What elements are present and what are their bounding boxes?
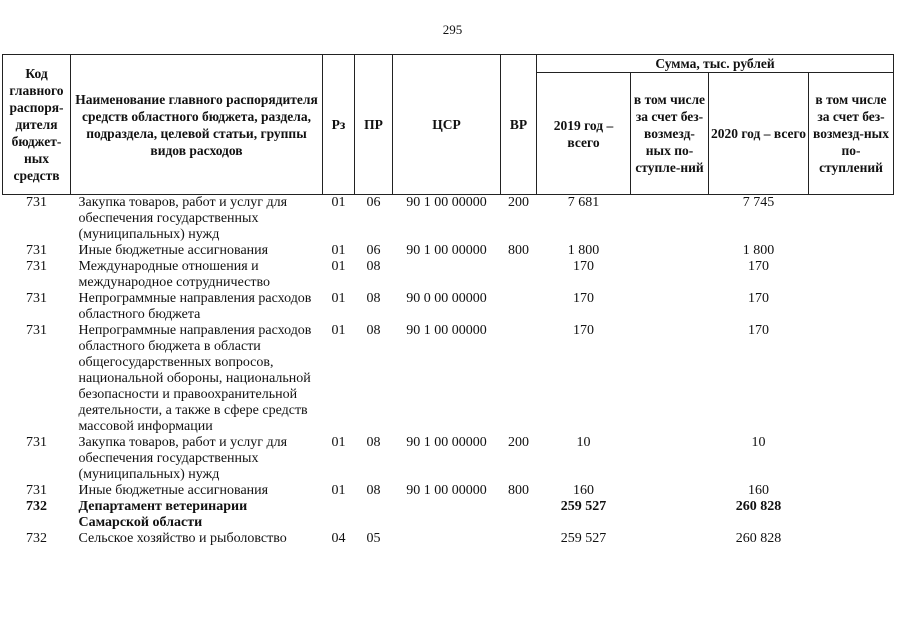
table-row [3, 291, 894, 323]
cell-name: Непрограммные направления расходов областного бюджета [78, 291, 312, 322]
table-row [3, 499, 894, 531]
table-header [3, 55, 894, 195]
cell-2019-total: 1 800 [567, 243, 600, 258]
cell-csr: 90 1 00 00000 [406, 195, 487, 210]
cell-2020-bezvozmezdnye [809, 259, 894, 291]
header-rz: Рз [323, 55, 355, 195]
cell-2019-total: 259 527 [560, 499, 607, 514]
cell-2019-total: 170 [573, 323, 594, 338]
table-row [3, 195, 894, 244]
cell-rz: 01 [331, 435, 346, 450]
cell-rz: 01 [331, 243, 346, 258]
table-row [3, 259, 894, 291]
header-summa: Сумма, тыс. рублей [537, 55, 894, 73]
cell-rz: 01 [331, 323, 346, 338]
cell-2019-total: 170 [573, 259, 594, 274]
cell-2019-bezvozmezdnye [631, 499, 709, 531]
cell-name: Закупка товаров, работ и услуг для обеспечения государственных (муниципальных) нужд [78, 435, 288, 482]
table-row [3, 483, 894, 499]
cell-pr [355, 499, 393, 531]
cell-pr: 08 [366, 323, 381, 338]
table-body [3, 195, 894, 548]
cell-2020-bezvozmezdnye [809, 195, 894, 244]
cell-2020-total: 260 828 [735, 499, 782, 514]
cell-2019-total: 170 [573, 291, 594, 306]
cell-2020-total: 170 [748, 291, 769, 306]
header-2020-bezvozmezdnye: в том числе за счет без-возмезд-ных по-ступлений [809, 73, 894, 195]
header-2019-bezvozmezdnye: в том числе за счет без-возмезд-ных по-ступле-ний [631, 73, 709, 195]
cell-kod: 732 [26, 499, 47, 514]
cell-kod: 731 [26, 435, 47, 450]
header-2020-total: 2020 год – всего [709, 73, 809, 195]
cell-vr: 800 [508, 243, 529, 258]
cell-rz: 01 [331, 259, 346, 274]
cell-name: Департамент ветеринарии Самарской области [78, 499, 248, 530]
cell-vr [501, 291, 537, 323]
cell-pr: 08 [366, 435, 381, 450]
cell-2020-total: 260 828 [735, 531, 782, 546]
cell-kod: 732 [26, 531, 47, 546]
cell-pr: 08 [366, 259, 381, 274]
cell-csr [393, 259, 501, 291]
cell-rz: 01 [331, 483, 346, 498]
cell-kod: 731 [26, 243, 47, 258]
cell-2019-bezvozmezdnye [631, 483, 709, 499]
header-2019-total: 2019 год – всего [537, 73, 631, 195]
cell-kod: 731 [26, 259, 47, 274]
table-row [3, 243, 894, 259]
cell-2019-bezvozmezdnye [631, 195, 709, 244]
cell-vr: 800 [508, 483, 529, 498]
cell-kod: 731 [26, 483, 47, 498]
cell-2019-bezvozmezdnye [631, 435, 709, 483]
cell-csr [393, 499, 501, 531]
cell-name: Закупка товаров, работ и услуг для обеспечения государственных (муниципальных) нужд [78, 195, 288, 242]
cell-csr: 90 1 00 00000 [406, 483, 487, 498]
cell-2020-total: 160 [748, 483, 769, 498]
table-row [3, 435, 894, 483]
budget-table [2, 54, 894, 547]
table-row [3, 531, 894, 547]
cell-2019-bezvozmezdnye [631, 259, 709, 291]
cell-2019-bezvozmezdnye [631, 243, 709, 259]
cell-vr: 200 [508, 435, 529, 450]
cell-pr: 08 [366, 291, 381, 306]
cell-2020-total: 170 [748, 259, 769, 274]
cell-name: Иные бюджетные ассигнования [78, 483, 269, 498]
cell-2020-bezvozmezdnye [809, 499, 894, 531]
cell-2020-total: 170 [748, 323, 769, 338]
cell-csr: 90 1 00 00000 [406, 323, 487, 338]
cell-2019-total: 259 527 [560, 531, 607, 546]
cell-pr: 06 [366, 195, 381, 210]
cell-kod: 731 [26, 323, 47, 338]
cell-csr [393, 531, 501, 547]
cell-csr: 90 0 00 00000 [406, 291, 487, 306]
page-number: 295 [442, 22, 463, 37]
cell-name: Международные отношения и международное сотрудничество [78, 259, 270, 290]
cell-rz: 01 [331, 291, 346, 306]
cell-2019-bezvozmezdnye [631, 291, 709, 323]
table-row [3, 323, 894, 435]
cell-vr: 200 [508, 195, 529, 210]
cell-name: Непрограммные направления расходов областного бюджета в области общегосударственных вопросов, национальной обороны, национальной безопасности и правоохранительной деятельности, а также в сфере средств массовой информации [78, 323, 312, 434]
cell-2020-bezvozmezdnye [809, 531, 894, 547]
cell-2020-total: 10 [751, 435, 766, 450]
cell-kod: 731 [26, 195, 47, 210]
cell-2019-total: 7 681 [567, 195, 600, 210]
header-pr: ПР [355, 55, 393, 195]
cell-2020-total: 1 800 [742, 243, 775, 258]
cell-csr: 90 1 00 00000 [406, 243, 487, 258]
cell-2020-bezvozmezdnye [809, 435, 894, 483]
cell-2019-bezvozmezdnye [631, 323, 709, 435]
cell-name: Сельское хозяйство и рыболовство [78, 531, 287, 546]
cell-pr: 06 [366, 243, 381, 258]
header-csr: ЦСР [393, 55, 501, 195]
cell-vr [501, 499, 537, 531]
cell-name: Иные бюджетные ассигнования [78, 243, 269, 258]
cell-rz: 04 [331, 531, 346, 546]
cell-2020-bezvozmezdnye [809, 243, 894, 259]
cell-vr [501, 323, 537, 435]
cell-2020-bezvozmezdnye [809, 483, 894, 499]
header-name: Наименование главного распорядителя средств областного бюджета, раздела, подраздела, целевой статьи, группы видов расходов [71, 55, 323, 195]
cell-2019-total: 160 [573, 483, 594, 498]
cell-vr [501, 259, 537, 291]
cell-2020-total: 7 745 [742, 195, 775, 210]
cell-csr: 90 1 00 00000 [406, 435, 487, 450]
cell-2019-total: 10 [576, 435, 591, 450]
cell-pr: 08 [366, 483, 381, 498]
header-vr: ВР [501, 55, 537, 195]
cell-rz [323, 499, 355, 531]
cell-rz: 01 [331, 195, 346, 210]
cell-2020-bezvozmezdnye [809, 323, 894, 435]
header-kod: Код главного распоря-дителя бюджет-ных средств [3, 55, 71, 195]
cell-2019-bezvozmezdnye [631, 531, 709, 547]
cell-kod: 731 [26, 291, 47, 306]
cell-2020-bezvozmezdnye [809, 291, 894, 323]
cell-pr: 05 [366, 531, 381, 546]
cell-vr [501, 531, 537, 547]
